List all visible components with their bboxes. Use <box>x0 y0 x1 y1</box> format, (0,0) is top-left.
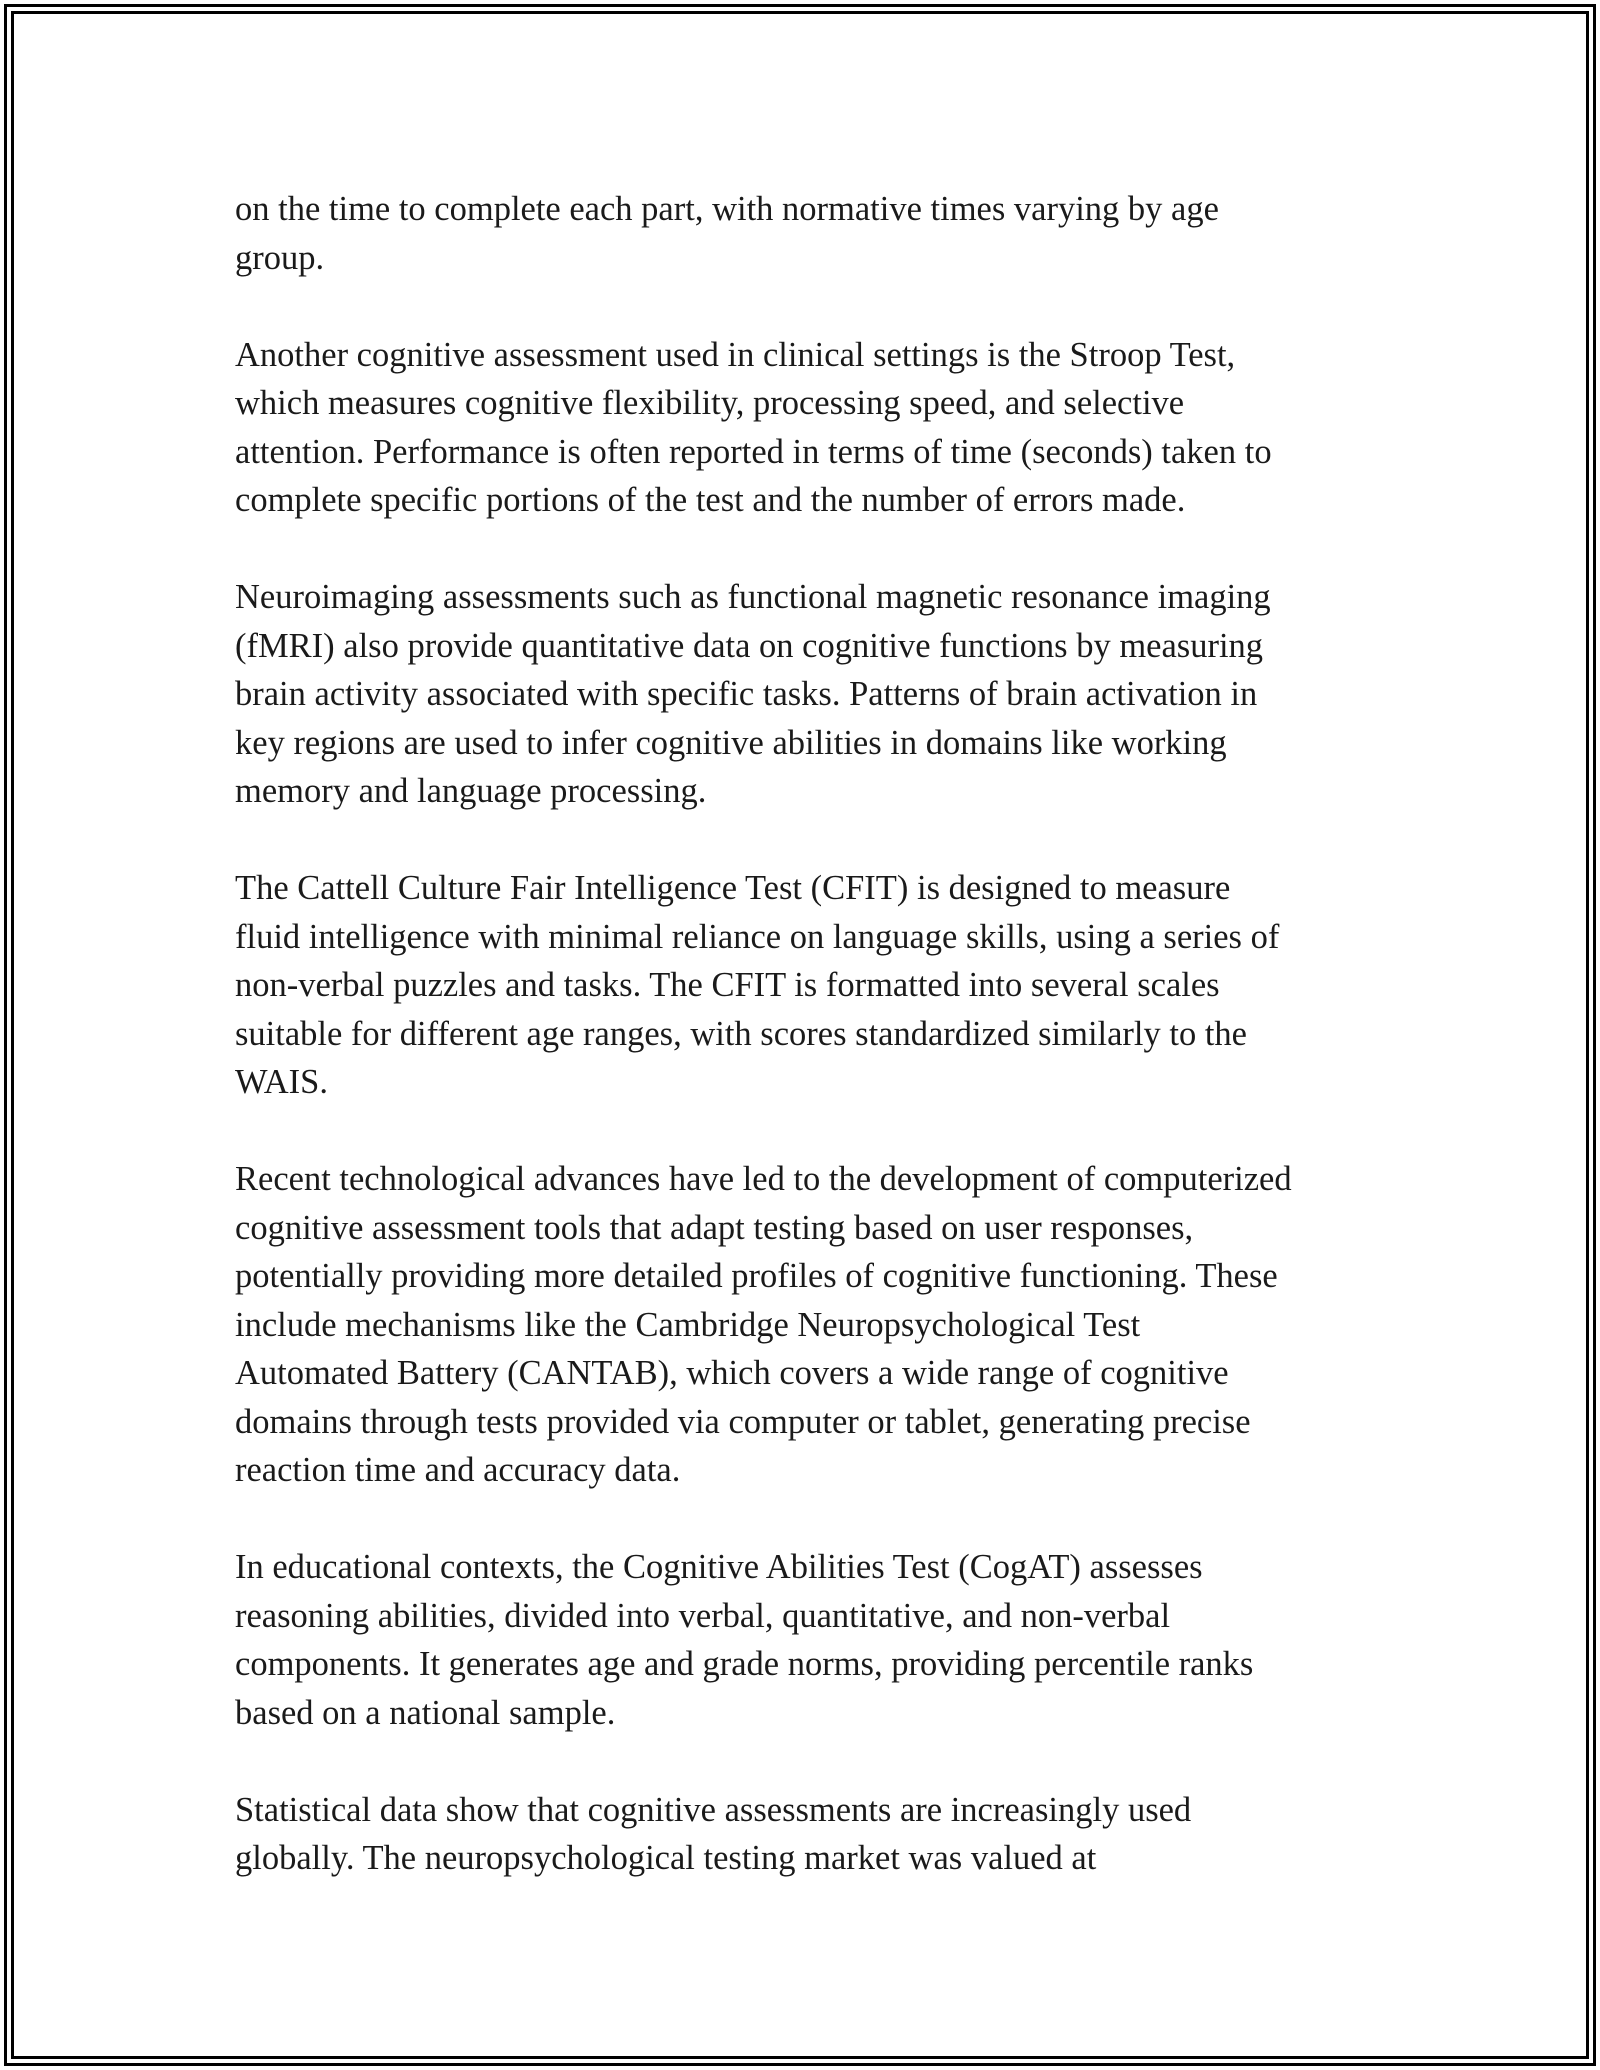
text-line: components. It generates age and grade norms, providing percentile ranks <box>235 1645 1254 1683</box>
body-paragraph <box>235 1543 1370 1737</box>
text-line: include mechanisms like the Cambridge Neuropsychological Test <box>235 1305 1141 1344</box>
text-line: Recent technological advances have led to the development of computerized <box>235 1160 1292 1198</box>
text-line: Another cognitive assessment used in clinical settings is the Stroop Test, <box>235 335 1236 374</box>
text-line: complete specific portions of the test and the number of errors made. <box>235 481 1186 519</box>
text-line: brain activity associated with specific tasks. Patterns of brain activation in <box>235 675 1258 713</box>
document-body <box>235 185 1370 1931</box>
text-line: In educational contexts, the Cognitive Abilities Test (CogAT) assesses <box>235 1548 1203 1586</box>
text-line: fluid intelligence with minimal reliance on language skills, using a series of <box>235 917 1280 956</box>
text-line: (fMRI) also provide quantitative data on cognitive functions by measuring <box>235 626 1264 665</box>
text-line: suitable for different age ranges, with scores standardized similarly to the <box>235 1014 1247 1053</box>
body-paragraph <box>235 185 1370 282</box>
text-line: Neuroimaging assessments such as functional magnetic resonance imaging <box>235 578 1271 616</box>
body-paragraph <box>235 1786 1370 1883</box>
text-line: attention. Performance is often reported in terms of time (seconds) taken to <box>235 432 1272 471</box>
text-line: reaction time and accuracy data. <box>235 1451 681 1489</box>
text-line: WAIS. <box>235 1063 328 1101</box>
text-line: domains through tests provided via computer or tablet, generating precise <box>235 1402 1251 1441</box>
text-line: reasoning abilities, divided into verbal, quantitative, and non-verbal <box>235 1596 1171 1635</box>
body-paragraph <box>235 864 1370 1107</box>
text-line: key regions are used to infer cognitive abilities in domains like working <box>235 723 1227 762</box>
body-paragraph <box>235 573 1370 816</box>
text-line: on the time to complete each part, with normative times varying by age <box>235 190 1219 228</box>
body-paragraph <box>235 1155 1370 1495</box>
text-line: potentially providing more detailed profiles of cognitive functioning. These <box>235 1257 1278 1295</box>
text-line: memory and language processing. <box>235 772 707 810</box>
text-line: non-verbal puzzles and tasks. The CFIT is formatted into several scales <box>235 966 1220 1004</box>
text-line: The Cattell Culture Fair Intelligence Test (CFIT) is designed to measure <box>235 869 1231 907</box>
text-line: based on a national sample. <box>235 1693 616 1732</box>
text-line: Statistical data show that cognitive assessments are increasingly used <box>235 1790 1192 1829</box>
text-line: cognitive assessment tools that adapt testing based on user responses, <box>235 1208 1194 1247</box>
text-line: Automated Battery (CANTAB), which covers a wide range of cognitive <box>235 1354 1229 1392</box>
body-paragraph <box>235 331 1370 525</box>
text-line: group. <box>235 238 325 277</box>
text-line: which measures cognitive flexibility, processing speed, and selective <box>235 384 1185 422</box>
text-line: globally. The neuropsychological testing market was valued at <box>235 1839 1097 1877</box>
